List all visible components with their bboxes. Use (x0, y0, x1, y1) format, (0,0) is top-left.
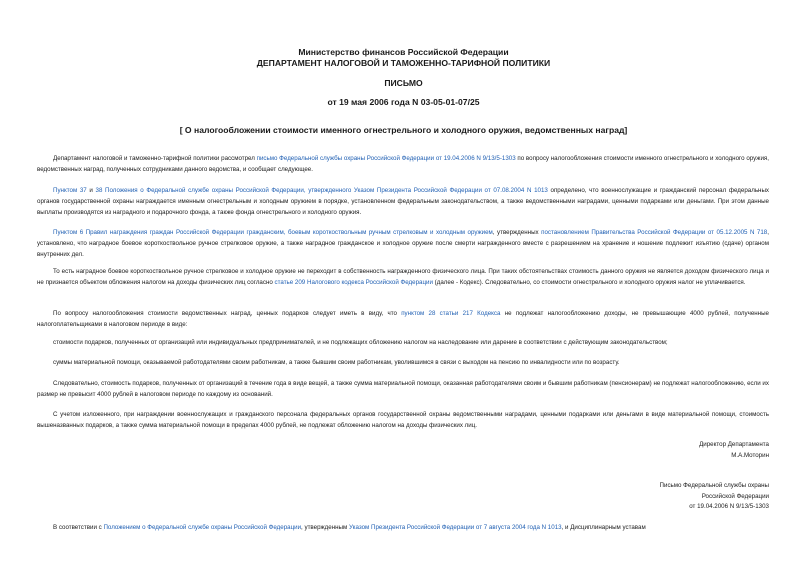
attachment-line-3: от 19.04.2006 N 9/13/5-1303 (689, 503, 769, 510)
ministry-name: Министерство финансов Российской Федерации (298, 47, 509, 57)
paragraph-1 (37, 154, 769, 176)
link-award-rules[interactable]: Пунктом 6 Правил награждения граждан Российской Федерации гражданским, боевым короткоствольным ручным стрелковым и холодным оружием (53, 229, 493, 236)
attachment-line-2: Российской Федерации (701, 492, 769, 500)
paragraph-text: не подлежат налогообложению доходы, не превышающие 4000 рублей, полученные налогоплательщиками в налоговом периоде в виде: (37, 310, 769, 328)
link-fso-regulation[interactable]: 38 Положения о Федеральной службе охраны Российской Федерации, утвержденного Указом Президента Российской Федерации от 07.08.2004 N 1013 (95, 187, 548, 194)
link-president-decree[interactable]: Указом Президента Российской Федерации от 7 августа 2004 года N 1013 (348, 524, 562, 531)
paragraph-10 (37, 523, 769, 534)
paragraph-text: , утвержденным (301, 524, 349, 531)
document-date-number: от 19 мая 2006 года N 03-05-01-07/25 (327, 97, 480, 107)
link-fso-regulation-2[interactable]: Положением о Федеральной службе охраны Российской Федерации (103, 524, 302, 531)
paragraph-text: , и Дисциплинарным уставам (561, 524, 646, 531)
paragraph-text: То есть наградное боевое короткоствольное ручное стрелковое и холодное оружие не переходит в собственность награжденного физического лица. При таких обстоятельствах стоимость данного оружия не является доходом физического лица и не признается объектом обложения налогом на доходы физических лиц согласно (37, 268, 769, 286)
link-fso-letter[interactable]: письмо Федеральной службы охраны Российской Федерации от 19.04.2006 N 9/13/5-1303 (256, 155, 516, 162)
department-name: ДЕПАРТАМЕНТ НАЛОГОВОЙ И ТАМОЖЕННО-ТАРИФНОЙ ПОЛИТИКИ (256, 58, 551, 68)
signature-block (699, 440, 769, 461)
paragraph-text: Департамент налоговой и таможенно-тарифной политики рассмотрел (53, 155, 257, 162)
paragraph-2 (37, 186, 769, 218)
paragraph-text: и (86, 187, 96, 194)
link-tax-code-217[interactable]: пунктом 28 статьи 217 Кодекса (401, 310, 501, 317)
signature-title: Директор Департамента (699, 441, 769, 448)
paragraph-3 (37, 228, 769, 260)
paragraph-text: (далее - Кодекс). Следовательно, со стоимости огнестрельного и холодного оружия налог не уплачивается. (432, 278, 746, 286)
paragraph-text: , утвержденных (492, 229, 542, 236)
document-type: ПИСЬМО (384, 78, 423, 88)
paragraph-text: по вопросу налогообложения стоимости именного огнестрельного и холодного оружия, ведомственных наград, полученных сотрудниками данного ведомства, и сообщает следующее. (37, 155, 769, 173)
paragraph-text: По вопросу налогообложения стоимости ведомственных наград, ценных подарков следует иметь в виду, что (53, 310, 402, 317)
paragraph-8: Следовательно, стоимость подарков, полученных от организаций в течение года в виде вещей, а также сумма материальной помощи, оказанная работодателями своим и бывшим работникам (пенсионерам) не подлежат налогообложению, если их размер не превысит 4000 рублей в налоговом периоде по каждому из оснований. (37, 380, 769, 398)
paragraph-text: , установлено, что наградное боевое короткоствольное ручное стрелковое оружие, а также наградное гражданское и холодное оружие после смерти награжденного вместе с разрешением на хранение и ношение подлежит изъятию (сдаче) органом внутренних дел. (37, 229, 769, 258)
paragraph-text: определено, что военнослужащие и гражданский персонал федеральных органов государственной охраны награждается именным огнестрельным и холодным оружием в порядке, установленном федеральным законодательством, а также ведомственными наградами, ценными подарками или деньгами. При этом данные выплаты производятся из наградного и подарочного фонда, а также фонда огнестрельного и холодного оружия. (37, 187, 770, 216)
attachment-line-1: Письмо Федеральной службы охраны (659, 482, 769, 489)
paragraph-5 (37, 309, 769, 331)
paragraph-text: В соответствии с (53, 524, 104, 531)
link-government-decree[interactable]: постановлением Правительства Российской Федерации от 05.12.2005 N 718 (541, 229, 768, 236)
link-tax-code-209[interactable]: статье 209 Налогового кодекса Российской Федерации (274, 278, 433, 286)
link-point-37[interactable]: Пунктом 37 (53, 187, 87, 194)
paragraph-6: стоимости подарков, полученных от организаций или индивидуальных предпринимателей, и не подлежащих обложению налогом на наследование или дарение в соответствии с действующим законодательством; (53, 339, 668, 346)
paragraph-7: суммы материальной помощи, оказываемой работодателями своим работникам, а также бывшим своим работникам, уволившимся в связи с выходом на пенсию по инвалидности или по возрасту. (53, 359, 620, 366)
paragraph-4 (37, 267, 769, 289)
attachment-block (660, 481, 769, 513)
signature-name: М.А.Моторин (731, 451, 769, 459)
document-subject: [ О налогообложении стоимости именного огнестрельного и холодного оружия, ведомственных наград] (179, 125, 628, 135)
paragraph-9: С учетом изложенного, при награждении военнослужащих и гражданского персонала федеральных органов государственной охраны ведомственными наградами, ценными подарками или деньгами в виде материальной помощи, стоимость вышеназванных подарков, а также сумма материальной помощи в пределах 4000 рублей, не подлежат обложению налогом на доходы физических лиц. (37, 411, 769, 429)
